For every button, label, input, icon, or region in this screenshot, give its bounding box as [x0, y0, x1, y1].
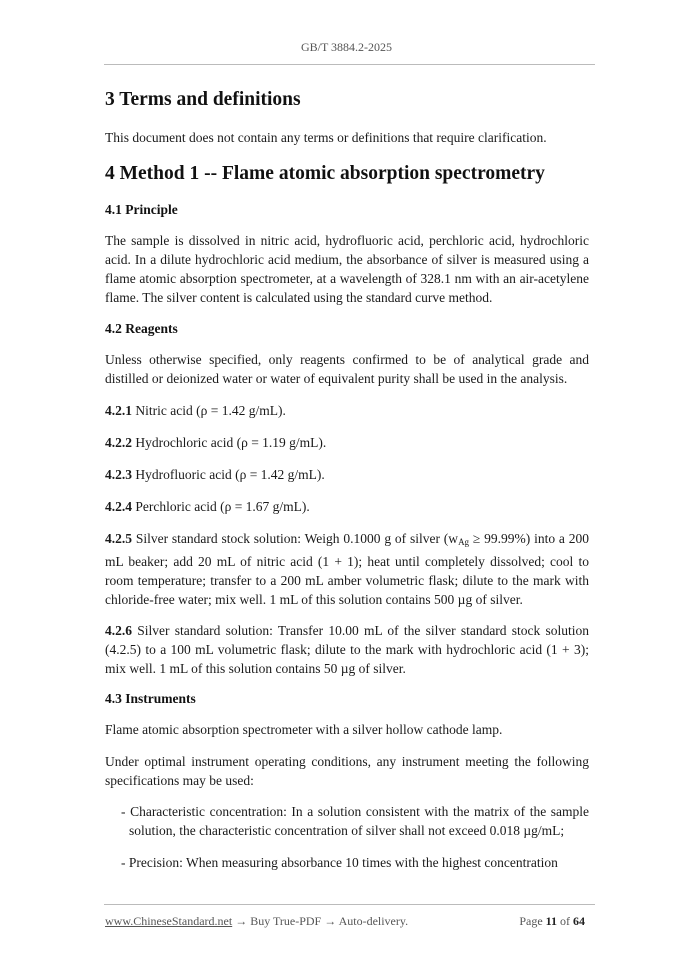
section-4-title: 4 Method 1 -- Flame atomic absorption spectrometry [105, 163, 545, 184]
page-label: Page [519, 914, 543, 928]
reagent-text: Hydrofluoric acid (ρ = 1.42 g/mL). [132, 467, 325, 482]
reagent-text: Perchloric acid (ρ = 1.67 g/mL). [132, 499, 310, 514]
reagent-item [105, 497, 589, 516]
reagent-number: 4.2.3 [105, 467, 132, 482]
page-content [105, 88, 589, 872]
reagent-item-standard-solution [105, 621, 589, 678]
reagent-item-stock-solution [105, 529, 589, 609]
silver-subscript: Ag [458, 537, 470, 547]
reagent-text: ≥ 99.99%) into a 200 mL beaker; add 20 mL of nitric acid (1 + 1); heat until completely dissolved; cool to room temperature; transfer to a 200 mL amber volumetric flask; dilute to the mark with chloride-free water; mix well. 1 mL of this solution contains 500 µg of silver. [105, 531, 589, 607]
reagents-intro: Unless otherwise specified, only reagents confirmed to be of analytical grade and distilled or deionized water or water of equivalent purity shall be used in the analysis. [105, 352, 589, 386]
footer-divider [104, 904, 595, 905]
reagent-number: 4.2.6 [105, 623, 132, 638]
of-label: of [560, 914, 570, 928]
reagent-text: Silver standard stock solution: Weigh 0.1000 g of silver (w [132, 531, 459, 546]
spec-list-item: - Characteristic concentration: In a solution consistent with the matrix of the sample solution, the characteristic concentration of silver shall not exceed 0.018 µg/mL; [121, 804, 589, 838]
reagent-number: 4.2.2 [105, 435, 132, 450]
section-3-title: 3 Terms and definitions [105, 89, 301, 110]
page-indicator [519, 914, 585, 929]
total-pages: 64 [573, 914, 585, 928]
reagent-text: Nitric acid (ρ = 1.42 g/mL). [132, 403, 286, 418]
promo-text: → Buy True-PDF → Auto-delivery. [232, 914, 409, 928]
instruments-title: 4.3 Instruments [105, 691, 196, 706]
principle-title: 4.1 Principle [105, 202, 178, 217]
spec-list-item: - Precision: When measuring absorbance 10 times with the highest concentration [121, 855, 558, 870]
reagent-text: Silver standard solution: Transfer 10.00 mL of the silver standard stock solution (4.2.5) to a 100 mL volumetric flask; dilute to the mark with hydrochloric acid (1 + 3); mix well. 1 mL of this solution contains 50 µg of silver. [105, 623, 589, 676]
instruments-spec-intro: Under optimal instrument operating conditions, any instrument meeting the following specifications may be used: [105, 754, 589, 788]
reagent-number: 4.2.1 [105, 403, 132, 418]
principle-text: The sample is dissolved in nitric acid, hydrofluoric acid, perchloric acid, hydrochloric acid. In a dilute hydrochloric acid medium, the absorbance of silver is measured using a flame atomic absorption spectrometer, at a wavelength of 328.1 nm with an air-acetylene flame. The silver content is calculated using the standard curve method. [105, 233, 589, 305]
section-3-text: This document does not contain any terms or definitions that require clarification. [105, 130, 547, 145]
reagent-number: 4.2.5 [105, 531, 132, 546]
reagent-item [105, 465, 589, 484]
reagent-item [105, 401, 589, 420]
page-number: 11 [545, 914, 557, 928]
reagent-text: Hydrochloric acid (ρ = 1.19 g/mL). [132, 435, 327, 450]
header-divider [104, 64, 595, 65]
site-link[interactable]: www.ChineseStandard.net [105, 914, 233, 928]
instruments-text: Flame atomic absorption spectrometer with a silver hollow cathode lamp. [105, 722, 503, 737]
page-header: GB/T 3884.2-2025 [300, 40, 393, 54]
reagents-title: 4.2 Reagents [105, 321, 178, 336]
footer-promo [105, 914, 408, 929]
reagent-number: 4.2.4 [105, 499, 132, 514]
reagent-item [105, 433, 589, 452]
